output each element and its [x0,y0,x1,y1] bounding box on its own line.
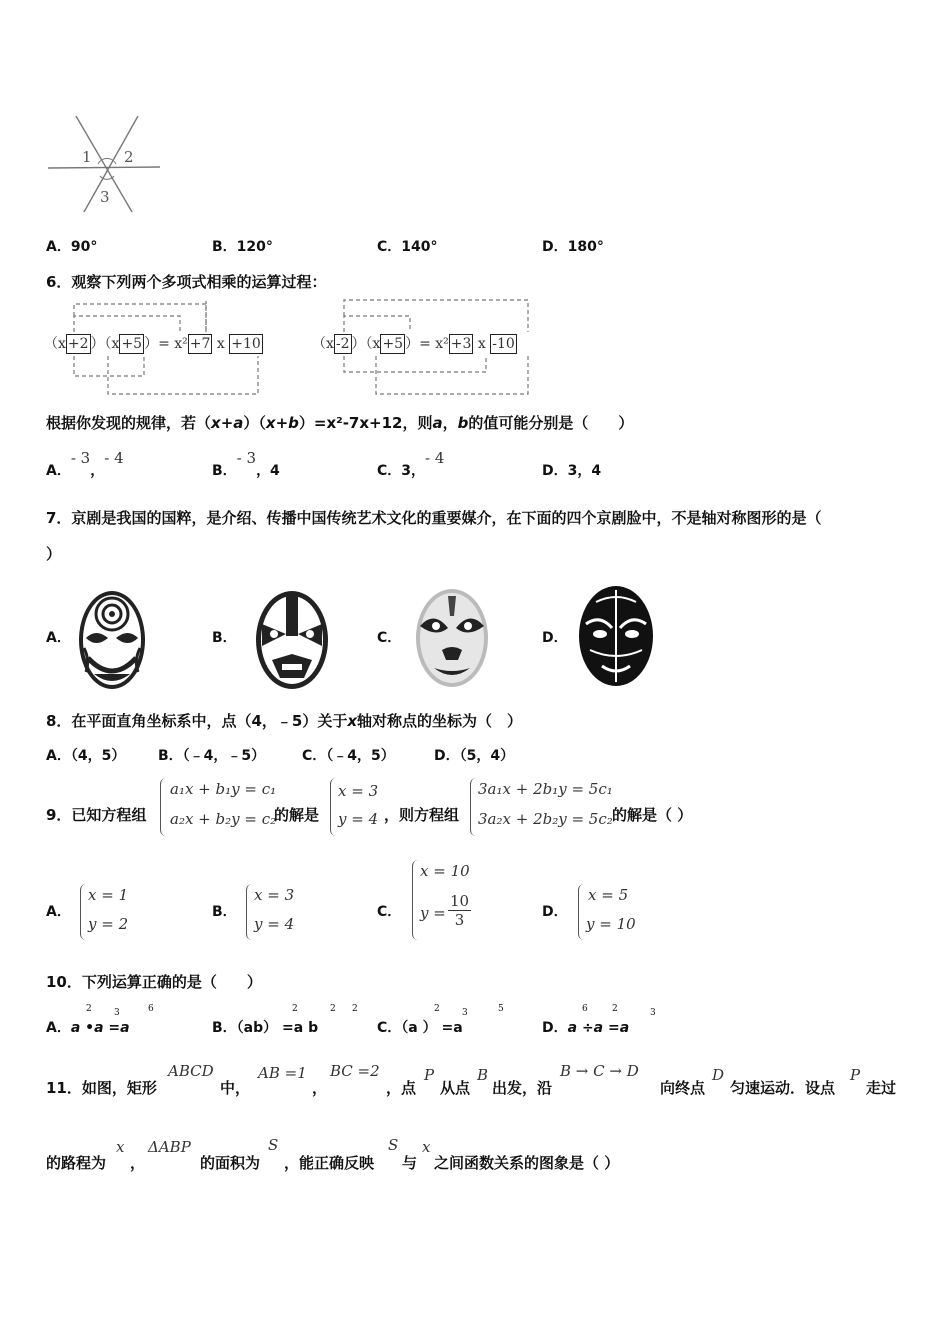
q10-c-exp3: 5 [498,1004,504,1014]
q10-option-a: A．a •a =a [46,1020,130,1036]
q9-suffix: 的解是（ ） [612,806,693,824]
q10-c-exp1: 2 [434,1004,440,1014]
q9-system2-brace [470,778,477,836]
q11-t2: 中， [220,1079,251,1097]
q11-s1: S [268,1136,279,1154]
q11-t5: 从点 [440,1079,471,1097]
q9-option-d-row1: x = 5 [588,886,629,904]
q6-option-c: C．3，- 4 [377,449,445,479]
q6-expr2-box4: -10 [492,336,515,352]
q9-system1-brace [160,778,167,836]
q11-t6: 出发，沿 [492,1079,553,1097]
figure-line-3 [48,167,160,168]
q11-ab: AB =1 [258,1064,307,1082]
q11-x2: x [422,1138,431,1156]
q11-u5: 与 [402,1154,418,1172]
q9-option-b-row2: y = 4 [254,915,295,933]
q9-option-a-letter: A． [46,904,71,920]
q11-bc: BC =2 [330,1062,380,1080]
angle-label-2: 2 [124,148,134,166]
q10-option-c: C．（a ） =a [377,1020,463,1036]
q6-expr1-box3: +7 [189,336,211,352]
q11-p1: P [424,1066,435,1084]
q9-option-b-row1: x = 3 [254,886,295,904]
q9-option-a-row1: x = 1 [88,886,129,904]
q10-d-exp3: 3 [650,1008,656,1018]
q6-expr2-box1: -2 [335,336,350,352]
q6-expression-1: （x +2 ）（x +5 ）= x² +7 x +10 [44,336,261,352]
q10-option-b: B．（ab） =a b [212,1020,319,1036]
q11-t3: ， [312,1079,328,1097]
q9-option-b-letter: B． [212,904,237,920]
q10-a-exp1: 2 [86,1004,92,1014]
q9-solution-row1: x = 3 [338,782,379,800]
q10-c-exp2: 3 [462,1008,468,1018]
q6-expr1-box4: +10 [231,336,261,352]
q9-option-b-brace [246,884,253,940]
q6-stem: 根据你发现的规律，若（x+a）（x+b）=x²-7x+12，则a，b的值可能分别是（ ） [46,414,634,432]
q9-mid2: ，则方程组 [384,806,460,824]
q9-prefix: 9．已知方程组 [46,806,147,824]
angle-label-3: 3 [100,188,110,206]
q7-question-line2: ） [46,545,62,563]
q9-option-c-row1: x = 10 [420,862,470,880]
q8-option-a: A．（4，5） [46,748,126,764]
q9-mid1: 的解是 [274,806,320,824]
q9-option-a-brace [80,884,87,940]
opera-mask-b-image [252,588,332,692]
q11-path: B → C → D [560,1062,639,1080]
q5-option-b: B．120° [212,239,273,255]
q10-b-exp1: 2 [292,1004,298,1014]
q6-expr1-box2: +5 [121,336,143,352]
q5-option-a: A．90° [46,239,98,255]
q11-x1: x [116,1138,125,1156]
q10-title: 10．下列运算正确的是（ ） [46,973,262,991]
q9-option-c-y: y = [420,904,446,922]
q11-abp: ΔABP [148,1138,191,1156]
q7-option-a-letter: A． [46,630,71,646]
q11-u3: 的面积为 [200,1154,261,1172]
q6-expr2-box3: +3 [450,336,472,352]
q8-option-d: D．（5，4） [434,748,515,764]
q8-option-b: B．（﹣4，﹣5） [158,748,266,764]
q7-question-line1: 7．京剧是我国的国粹，是介绍、传播中国传统艺术文化的重要媒介，在下面的四个京剧脸中，不是轴对称图形的是（ [46,509,822,527]
q9-option-a-row2: y = 2 [88,915,129,933]
q9-solution-row2: y = 4 [338,810,379,828]
q5-option-c: C．140° [377,239,438,255]
q6-option-d: D．3，4 [542,463,602,479]
q11-p2: P [850,1066,861,1084]
q9-option-d-row2: y = 10 [586,915,636,933]
q10-d-exp1: 6 [582,1004,588,1014]
q5-option-d: D．180° [542,239,604,255]
q10-option-d: D．a ÷a =a [542,1020,630,1036]
q6-expr1-box1: +2 [67,336,89,352]
q9-system2-row2: 3a₂x + 2b₂y = 5c₂ [478,810,613,828]
q11-t8: 匀速运动．设点 [730,1079,836,1097]
opera-mask-d-image [576,584,656,688]
q6-title: 6．观察下列两个多项式相乘的运算过程： [46,273,327,291]
q6-expression-2: （x -2 ）（x +5 ）= x² +3 x -10 [312,336,515,352]
q11-s2: S [388,1136,399,1154]
opera-mask-a-image [76,588,148,692]
q11-u1: 的路程为 [46,1154,107,1172]
angle-figure [40,112,170,216]
q10-a-exp3: 6 [148,1004,154,1014]
q10-b-exp3: 2 [352,1004,358,1014]
q9-system2-row1: 3a₁x + 2b₁y = 5c₁ [478,780,613,798]
q11-t4: ，点 [386,1079,417,1097]
q11-t1: 11．如图，矩形 [46,1079,157,1097]
q11-t9: 走过 [866,1079,897,1097]
angle-label-1: 1 [82,148,92,166]
q10-b-exp2: 2 [330,1004,336,1014]
opera-mask-c-image [412,586,492,690]
q11-t7: 向终点 [660,1079,706,1097]
q11-abcd: ABCD [168,1062,214,1080]
q9-solution-brace [330,778,337,836]
q11-u4: ，能正确反映 [284,1154,375,1172]
q11-b: B [477,1066,489,1084]
q11-d: D [712,1066,725,1084]
q11-u6: 之间函数关系的图象是（ ） [434,1154,620,1172]
q9-option-c-brace [412,860,419,940]
q10-d-exp2: 2 [612,1004,618,1014]
q7-option-d-letter: D． [542,630,568,646]
q7-option-b-letter: B． [212,630,237,646]
q9-option-d-letter: D． [542,904,568,920]
q8-question: 8．在平面直角坐标系中，点（4，﹣5）关于x轴对称点的坐标为（ ） [46,712,523,730]
q6-option-a: A．- 3，- 4 [46,449,124,479]
q9-option-c-fraction: $\frac{10}{3}$ [450,892,470,929]
q8-option-c: C．（﹣4，5） [302,748,395,764]
q7-option-c-letter: C． [377,630,402,646]
q9-option-c-letter: C． [377,904,402,920]
q9-system1-row2: a₂x + b₂y = c₂ [170,810,277,828]
q11-u2: ， [130,1154,146,1172]
q6-expr2-box2: +5 [382,336,404,352]
q6-option-b: B．- 3，4 [212,449,280,479]
q10-a-exp2: 3 [114,1008,120,1018]
q9-system1-row1: a₁x + b₁y = c₁ [170,780,277,798]
q9-option-d-brace [578,884,585,940]
